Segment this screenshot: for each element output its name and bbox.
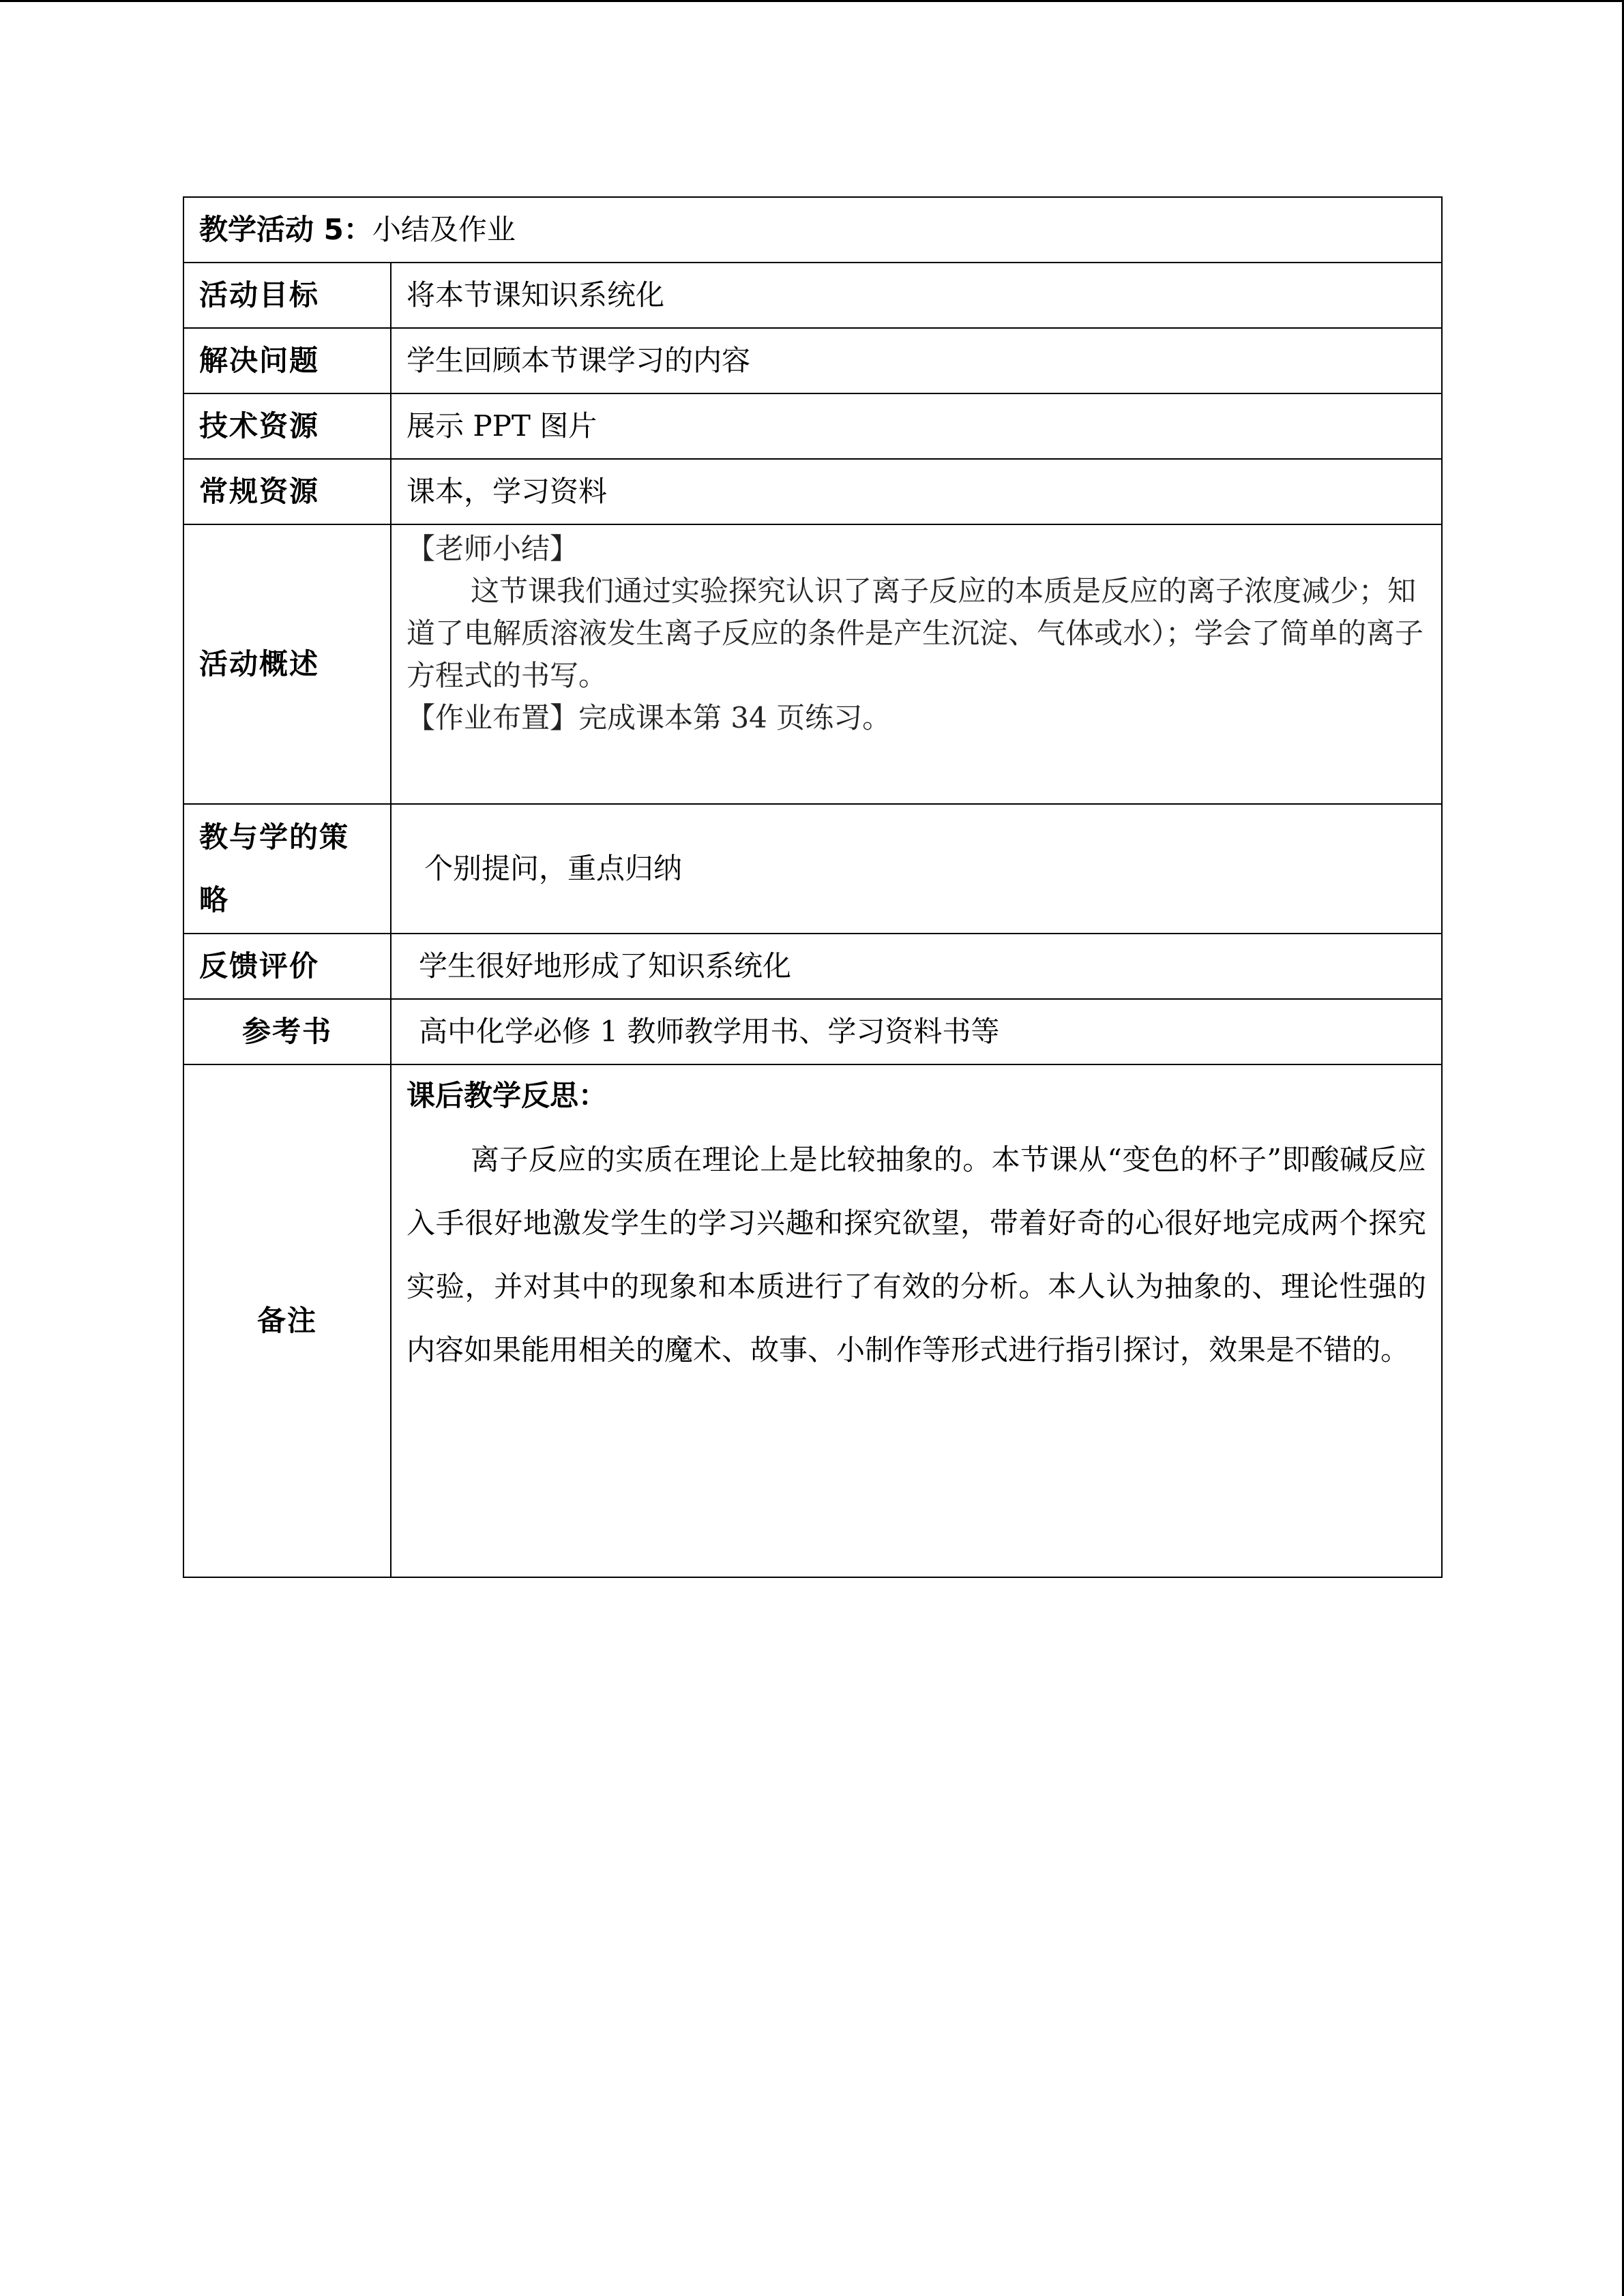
problem-value: 学生回顾本节课学习的内容 [391,328,1442,393]
regular-label: 常规资源 [183,459,391,524]
overview-summary-text: 这节课我们通过实验探究认识了离子反应的本质是反应的离子浓度减少；知道了电解质溶液发生离子反应的条件是产生沉淀、气体或水）；学会了简单的离子方程式的书写。 [407,574,1424,692]
overview-row [183,524,1442,804]
problem-label: 解决问题 [183,328,391,393]
goal-value: 将本节课知识系统化 [391,263,1442,328]
feedback-label: 反馈评价 [183,934,391,999]
goal-label: 活动目标 [183,263,391,328]
lesson-plan-table [183,196,1443,1578]
reference-value: 高中化学必修 1 教师教学用书、学习资料书等 [391,999,1442,1064]
overview-label: 活动概述 [183,524,391,804]
notes-title: 课后教学反思： [407,1079,608,1112]
feedback-row [183,934,1442,999]
feedback-value: 学生很好地形成了知识系统化 [391,934,1442,999]
activity-header-title: 小结及作业 [372,213,516,246]
notes-row [183,1064,1442,1577]
problem-row [183,328,1442,393]
strategy-label: 教与学的策略 [183,804,391,934]
strategy-row [183,804,1442,934]
overview-homework: 【作业布置】完成课本第 34 页练习。 [407,701,891,734]
goal-row [183,263,1442,328]
tech-row [183,393,1442,459]
regular-value: 课本，学习资料 [391,459,1442,524]
activity-header-label: 教学活动 5： [199,213,372,246]
activity-header-row [183,197,1442,263]
page-border-top [0,0,1624,2]
overview-summary-heading: 【老师小结】 [407,532,579,565]
notes-label: 备注 [183,1064,391,1577]
activity-header-cell [183,197,1442,263]
tech-value: 展示 PPT 图片 [391,393,1442,459]
reference-label: 参考书 [183,999,391,1064]
reference-row [183,999,1442,1064]
notes-body: 离子反应的实质在理论上是比较抽象的。本节课从“变色的杯子”即酸碱反应入手很好地激发学生的学习兴趣和探究欲望，带着好奇的心很好地完成两个探究实验，并对其中的现象和本质进行了有效的分析。本人认为抽象的、理论性强的内容如果能用相关的魔术、故事、小制作等形式进行指引探讨，效果是不错的。 [407,1143,1426,1367]
regular-row [183,459,1442,524]
strategy-value: 个别提问，重点归纳 [391,804,1442,934]
notes-value [391,1064,1442,1577]
overview-value [391,524,1442,804]
tech-label: 技术资源 [183,393,391,459]
